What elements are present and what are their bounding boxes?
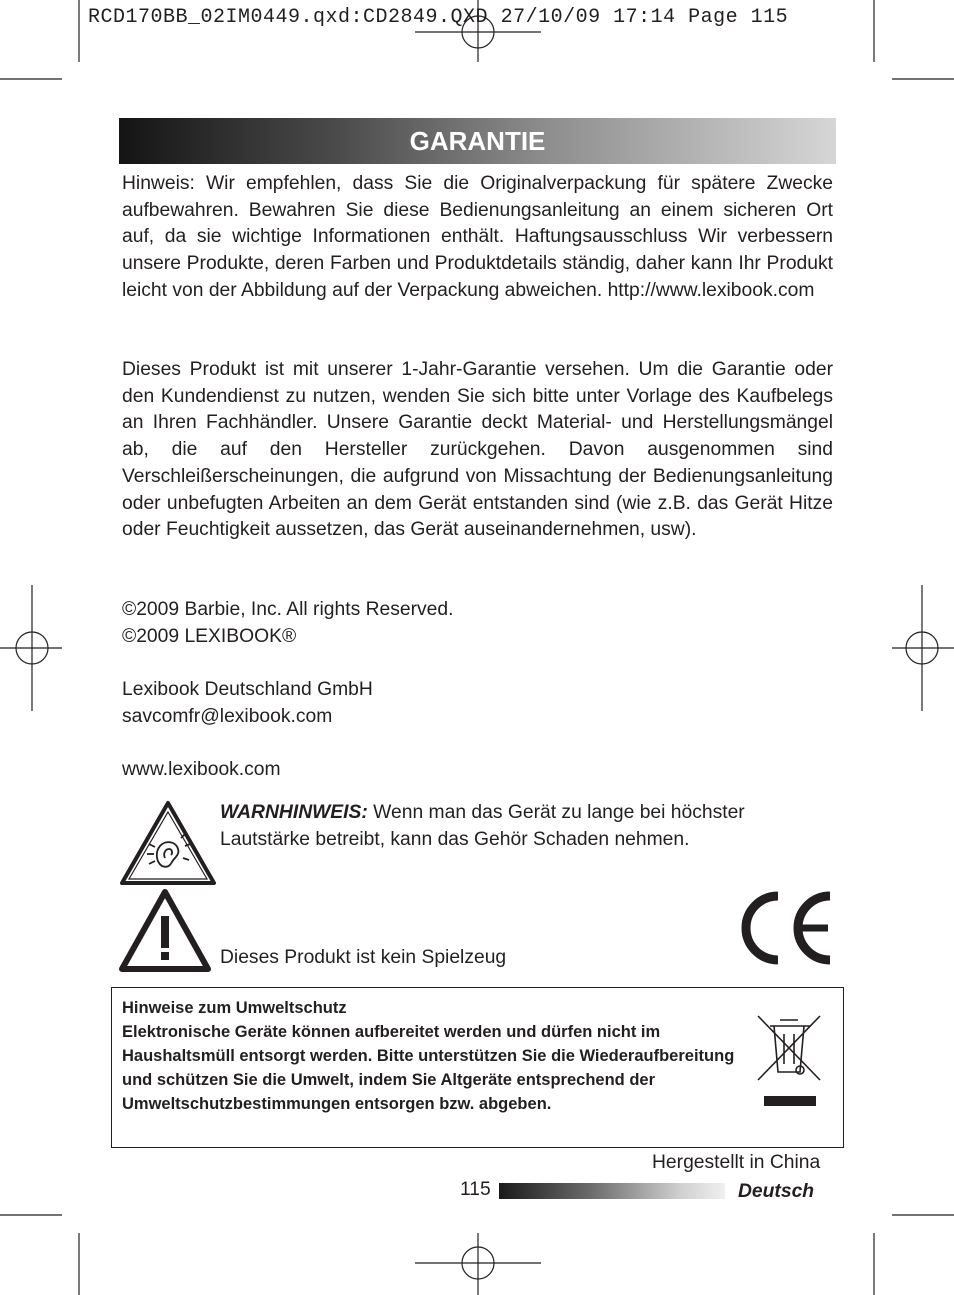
language-label: Deutsch	[738, 1181, 815, 1202]
environment-notice	[122, 996, 752, 1116]
page-number: 115	[460, 1179, 491, 1200]
company-name: Lexibook Deutschland GmbH	[122, 679, 373, 700]
made-in-label: Hergestellt in China	[652, 1152, 821, 1173]
warning-text: Wenn man das Gerät zu lange bei höchster Lautstärke betreibt, kann das Gehör Schaden nehmen.	[220, 802, 745, 850]
warranty-paragraph: Dieses Produkt ist mit unserer 1-Jahr-Garantie versehen. Um die Garantie oder den Kundendienst zu nutzen, wenden Sie sich bitte unter Vorlage des Kaufbelegs an Ihren Fachhändler. Unsere Garantie deckt Material- und Herstellungsmängel ab, die auf den Hersteller zurückgehen. Davon ausgenommen sind Verschleißerscheinungen, die aufgrund von Missachtung der Bedienungsanleitung oder unbefugten Arbeiten an dem Gerät entstanden sind (wie z.B. das Gerät Hitze oder Feuchtigkeit aussetzen, das Gerät auseinandernehmen, usw).	[122, 359, 833, 541]
exclamation-warning-icon	[119, 888, 211, 972]
footer-gradient-bar	[499, 1183, 725, 1199]
website-link: www.lexibook.com	[122, 759, 281, 780]
contact-email: savcomfr@lexibook.com	[122, 706, 333, 727]
registration-mark-icon	[892, 585, 954, 711]
toy-notice: Dieses Produkt ist kein Spielzeug	[220, 947, 507, 968]
hearing-warning	[220, 800, 760, 853]
environment-heading: Hinweise zum Umweltschutz	[122, 999, 347, 1017]
title-bar	[119, 118, 836, 164]
print-slug: RCD170BB_02IM0449.qxd:CD2849.QXD 27/10/09 17:14 Page 115	[88, 6, 789, 29]
page-title: GARANTIE	[409, 125, 546, 156]
ce-mark-icon	[734, 890, 836, 966]
registration-mark-icon	[0, 585, 62, 711]
registration-mark-icon	[415, 1233, 541, 1295]
warning-label: WARNHINWEIS:	[220, 802, 368, 823]
notice-paragraph: Hinweis: Wir empfehlen, dass Sie die Originalverpackung für spätere Zwecke aufbewahren. Bewahren Sie diese Bedienungsanleitung an einem sicheren Ort auf, da sie wichtige Informationen enthält. Haftungsausschluss Wir verbessern unsere Produkte, deren Farben und Produktdetails ständig, daher kann Ihr Produkt leicht von der Abbildung auf der Verpackung abweichen. http://www.lexibook.com	[122, 173, 833, 301]
copyright-lexibook: ©2009 LEXIBOOK®	[122, 626, 297, 647]
environment-text: Elektronische Geräte können aufbereitet werden und dürfen nicht im Haushaltsmüll entsorgt werden. Bitte unterstützen Sie die Wiederaufbereitung und schützen Sie die Umwelt, indem Sie Altgeräte entsprechend der Umweltschutzbestimmungen entsorgen bzw. abgeben.	[122, 1023, 735, 1113]
weee-bin-icon	[754, 1012, 824, 1108]
ear-warning-icon	[119, 800, 217, 886]
copyright-barbie: ©2009 Barbie, Inc. All rights Reserved.	[122, 599, 454, 620]
